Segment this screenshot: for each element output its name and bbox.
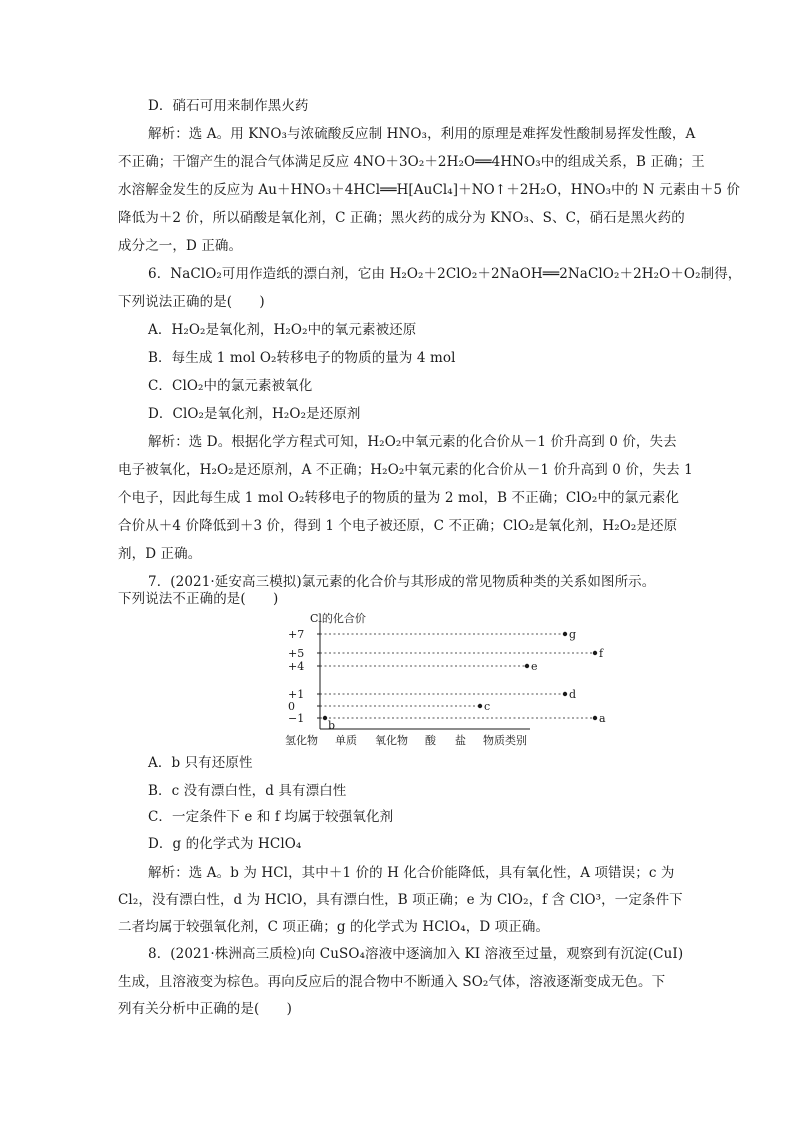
- x-category-label: 氧化物: [375, 734, 408, 747]
- point-label-a: a: [599, 712, 606, 725]
- y-tick-label: +5: [288, 647, 305, 660]
- x-axis-label: 物质类别: [483, 734, 527, 747]
- q7-option-d: D．g 的化学式为 HClO₄: [148, 836, 302, 852]
- q7-stem-line-1: 7．(2021·延安高三模拟)氯元素的化合价与其形成的常见物质种类的关系如图所示。: [148, 574, 656, 590]
- q6-analysis-line-2: 电子被氧化，H₂O₂是还原剂，A 不正确；H₂O₂中氧元素的化合价从－1 价升高到 0 价，失去 1: [118, 462, 693, 478]
- point-a: [593, 716, 597, 720]
- point-label-c: c: [484, 700, 491, 713]
- y-tick-label: +7: [288, 628, 305, 641]
- x-category-label: 氢化物: [285, 734, 318, 747]
- q6-option-a: A．H₂O₂是氧化剂，H₂O₂中的氧元素被还原: [148, 322, 417, 338]
- point-g: [563, 632, 567, 636]
- point-label-d: d: [569, 688, 577, 701]
- q6-option-c: C．ClO₂中的氯元素被氧化: [148, 378, 313, 394]
- point-label-b: b: [328, 719, 336, 732]
- q5-option-d: D．硝石可用来制作黑火药: [148, 98, 309, 114]
- q6-analysis-line-3: 个电子，因此每生成 1 mol O₂转移电子的物质的量为 2 mol，B 不正确；ClO₂中的氯元素化: [118, 490, 680, 506]
- q5-analysis-line-5: 成分之一，D 正确。: [118, 238, 243, 254]
- x-category-label: 单质: [335, 734, 357, 747]
- q8-stem-line-3: 列有关分析中正确的是( ): [118, 1001, 292, 1017]
- q7-analysis-line-2: Cl₂，没有漂白性，d 为 HClO，具有漂白性，B 项正确；e 为 ClO₂，f 含 ClO³，一定条件下: [118, 892, 683, 908]
- y-tick-label: +1: [288, 688, 305, 701]
- q7-option-a: A．b 只有还原性: [148, 755, 253, 771]
- y-tick-label: +4: [288, 660, 305, 673]
- q6-option-d: D．ClO₂是氧化剂，H₂O₂是还原剂: [148, 406, 361, 422]
- q7-option-b: B．c 没有漂白性，d 具有漂白性: [148, 783, 347, 799]
- q8-stem-line-1: 8．(2021·株洲高三质检)向 CuSO₄溶液中逐滴加入 KI 溶液至过量，观察到有沉淀(CuI): [148, 946, 684, 962]
- point-d: [563, 692, 567, 696]
- point-c: [478, 704, 482, 708]
- x-category-label: 盐: [455, 734, 466, 747]
- chart-svg: [280, 612, 606, 748]
- q6-analysis-line-1: 解析：选 D。根据化学方程式可知，H₂O₂中氧元素的化合价从－1 价升高到 0 价，失去: [148, 434, 677, 450]
- x-category-label: 酸: [425, 734, 436, 747]
- chlorine-valence-chart: [280, 612, 606, 748]
- q8-stem-line-2: 生成，且溶液变为棕色。再向反应后的混合物中不断通入 SO₂气体，溶液逐渐变成无色。下: [118, 974, 666, 990]
- q5-analysis-line-2: 不正确；干馏产生的混合气体满足反应 4NO＋3O₂＋2H₂O══4HNO₃中的组成关系，B 正确；王: [118, 154, 705, 170]
- y-axis-label: Cl的化合价: [310, 612, 366, 625]
- point-label-f: f: [599, 647, 604, 660]
- q6-stem-line-1: 6．NaClO₂可用作造纸的漂白剂，它由 H₂O₂＋2ClO₂＋2NaOH══2NaClO₂＋2H₂O＋O₂制得，: [148, 266, 742, 282]
- q7-stem-line-2: 下列说法不正确的是( ): [118, 591, 279, 607]
- q6-stem-line-2: 下列说法正确的是( ): [118, 294, 265, 310]
- y-tick-label: −1: [288, 712, 305, 725]
- q6-option-b: B．每生成 1 mol O₂转移电子的物质的量为 4 mol: [148, 350, 456, 366]
- point-f: [593, 651, 597, 655]
- point-label-g: g: [569, 628, 577, 641]
- q7-option-c: C．一定条件下 e 和 f 均属于较强氧化剂: [148, 809, 394, 825]
- q6-analysis-line-4: 合价从＋4 价降低到＋3 价，得到 1 个电子被还原，C 不正确；ClO₂是氧化剂，H₂O₂是还原: [118, 518, 678, 534]
- point-label-e: e: [531, 660, 538, 673]
- q7-analysis-line-1: 解析：选 A。b 为 HCl，其中＋1 价的 H 化合价能降低，具有氧化性，A 项错误；c 为: [148, 865, 675, 881]
- y-tick-label: 0: [288, 700, 295, 713]
- q5-analysis-line-4: 降低为＋2 价，所以硝酸是氧化剂，C 正确；黑火药的成分为 KNO₃、S、C，硝石是黑火药的: [118, 210, 685, 226]
- q7-analysis-line-3: 二者均属于较强氧化剂，C 项正确；g 的化学式为 HClO₄，D 项正确。: [118, 919, 550, 935]
- q6-analysis-line-5: 剂，D 正确。: [118, 546, 202, 562]
- point-e: [525, 664, 529, 668]
- q5-analysis-line-1: 解析：选 A。用 KNO₃与浓硫酸反应制 HNO₃，利用的原理是难挥发性酸制易挥发性酸，A: [148, 126, 696, 142]
- q5-analysis-line-3: 水溶解金发生的反应为 Au＋HNO₃＋4HCl══H[AuCl₄]＋NO↑＋2H₂O，HNO₃中的 N 元素由＋5 价: [118, 182, 741, 198]
